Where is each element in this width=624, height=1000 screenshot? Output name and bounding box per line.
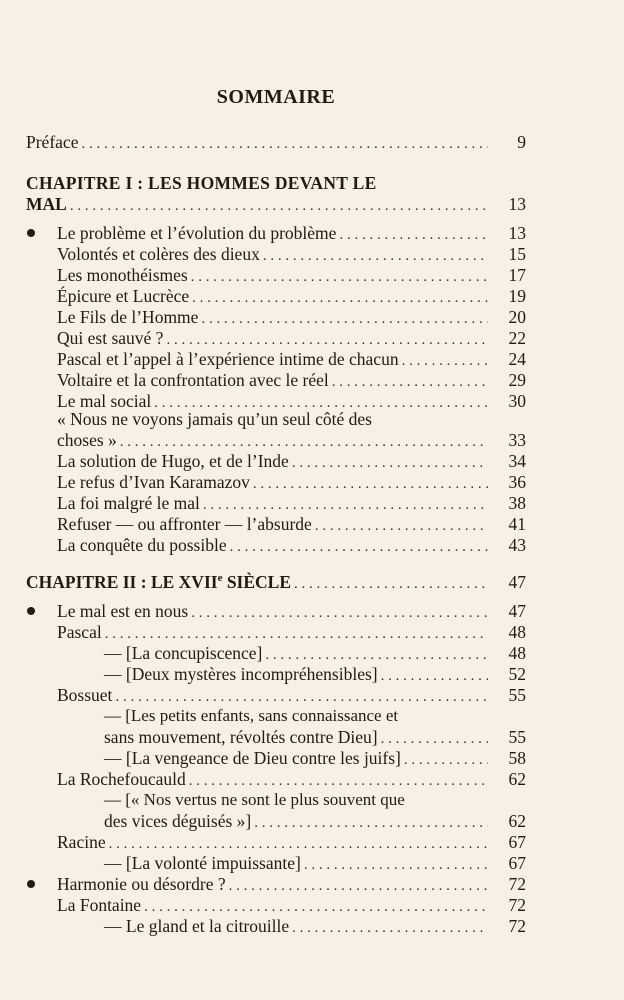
toc-entry-label: Le problème et l’évolution du problème <box>57 223 337 243</box>
toc-entry-label: sans mouvement, révoltés contre Dieu] <box>104 727 378 747</box>
toc-entry <box>57 513 526 535</box>
toc-entry-label: — [La vengeance de Dieu contre les juifs] <box>104 748 401 768</box>
toc-entry-label: des vices déguisés »] <box>104 811 252 831</box>
toc-entry-label: choses » <box>57 430 117 450</box>
toc-page-number: 67 <box>508 832 526 852</box>
toc-page-number: 55 <box>508 727 526 747</box>
leader-dots <box>70 195 488 217</box>
toc-entry-label: — [La concupiscence] <box>104 643 263 663</box>
toc-entry-label: Racine <box>57 832 106 852</box>
chapter-2-heading-superscript: e <box>217 572 223 585</box>
leader-dots <box>292 917 488 939</box>
toc-page-number: 47 <box>508 572 526 592</box>
toc-entry-label: Les monothéismes <box>57 265 188 285</box>
toc-entry <box>104 642 526 664</box>
toc-entry <box>57 306 526 328</box>
toc-page-number: 24 <box>508 349 526 369</box>
toc-entry <box>57 600 526 622</box>
bullet-icon <box>27 607 35 615</box>
toc-entry-label: MAL <box>26 194 67 214</box>
toc-entry-label: La Fontaine <box>57 895 142 915</box>
leader-dots <box>294 573 488 595</box>
toc-entry-label: La Rochefoucauld <box>57 769 186 789</box>
toc-page-number: 62 <box>508 811 526 831</box>
toc-entry <box>104 663 526 685</box>
chapter-2-heading-suffix: SIÈCLE <box>222 572 292 592</box>
leader-dots <box>81 133 488 155</box>
toc-entry <box>104 852 526 874</box>
toc-page-number: 38 <box>508 493 526 513</box>
toc-entry <box>57 327 526 349</box>
toc-entry <box>57 285 526 307</box>
toc-entry-label: Le mal est en nous <box>57 601 189 621</box>
leader-dots <box>230 536 488 558</box>
toc-page-number: 55 <box>508 685 526 705</box>
toc-entry <box>104 810 526 832</box>
toc-page-number: 43 <box>508 535 526 555</box>
bullet-icon <box>27 229 35 237</box>
toc-entry <box>104 747 526 769</box>
toc-entry <box>57 429 526 451</box>
toc-entry <box>57 894 526 916</box>
toc-entry <box>57 492 526 514</box>
toc-entry-label: Préface <box>26 132 79 152</box>
toc-entry-label <box>26 571 291 593</box>
toc-entry-label: Bossuet <box>57 685 113 705</box>
toc-entry <box>57 621 526 643</box>
toc-entry-label: Qui est sauvé ? <box>57 328 164 348</box>
toc-page-number: 62 <box>508 769 526 789</box>
toc-page-number: 13 <box>508 194 526 214</box>
toc-page-number: 47 <box>508 601 526 621</box>
toc-entry <box>57 768 526 790</box>
toc-entry <box>57 450 526 472</box>
toc-page-number: 29 <box>508 370 526 390</box>
toc-page-number: 48 <box>508 622 526 642</box>
toc-page-number: 22 <box>508 328 526 348</box>
page-title: SOMMAIRE <box>216 86 336 108</box>
toc-entry <box>57 264 526 286</box>
toc-page-number: 67 <box>508 853 526 873</box>
toc-entry <box>57 471 526 493</box>
chapter-2-heading-prefix: CHAPITRE II : LE XVII <box>26 572 218 592</box>
chapter-2-heading <box>26 571 526 593</box>
toc-entry <box>57 369 526 391</box>
toc-entry <box>57 831 526 853</box>
toc-page-number: 17 <box>508 265 526 285</box>
chapter-1-heading-line2 <box>26 193 526 215</box>
toc-entry-label-line1: — [« Nos vertus ne sont le plus souvent que <box>104 790 405 809</box>
toc-entry <box>104 726 526 748</box>
toc-page-number: 20 <box>508 307 526 327</box>
toc-page-number: 34 <box>508 451 526 471</box>
toc-page-number: 13 <box>508 223 526 243</box>
toc-page-number: 58 <box>508 748 526 768</box>
toc-entry-label-line1: « Nous ne voyons jamais qu’un seul côté des <box>57 409 372 429</box>
toc-entry-label: — [La volonté impuissante] <box>104 853 301 873</box>
toc-entry-label: Volontés et colères des dieux <box>57 244 260 264</box>
chapter-1-heading: CHAPITRE I : LES HOMMES DEVANT LE <box>26 173 377 193</box>
toc-entry-label-line1: — [Les petits enfants, sans connaissance et <box>104 706 399 725</box>
toc-page-number: 48 <box>508 643 526 663</box>
toc-entry <box>57 534 526 556</box>
toc-page-number: 36 <box>508 472 526 492</box>
toc-entry-label: La solution de Hugo, et de l’Inde <box>57 451 289 471</box>
toc-entry <box>57 222 526 244</box>
toc-page-number: 72 <box>508 895 526 915</box>
toc-page-number: 72 <box>508 916 526 936</box>
toc-entry-label: La foi malgré le mal <box>57 493 200 513</box>
toc-page-number: 15 <box>508 244 526 264</box>
toc-entry-label: Pascal et l’appel à l’expérience intime de chacun <box>57 349 399 369</box>
toc-page-number: 41 <box>508 514 526 534</box>
toc-entry-label: Harmonie ou désordre ? <box>57 874 226 894</box>
toc-entry-label: Voltaire et la confrontation avec le réel <box>57 370 329 390</box>
toc-page-number: 9 <box>517 132 526 152</box>
toc-entry-label: La conquête du possible <box>57 535 227 555</box>
toc-entry-label: Le mal social <box>57 391 152 411</box>
toc-page-number: 33 <box>508 430 526 450</box>
toc-entry-label: Refuser — ou affronter — l’absurde <box>57 514 312 534</box>
toc-page-number: 72 <box>508 874 526 894</box>
toc-entry <box>104 915 526 937</box>
toc-entry-label: Pascal <box>57 622 102 642</box>
toc-entry-label: — Le gland et la citrouille <box>104 916 290 936</box>
toc-entry <box>57 684 526 706</box>
toc-entry-label: — [Deux mystères incompréhensibles] <box>104 664 378 684</box>
toc-entry-preface <box>26 131 526 153</box>
toc-entry-label: Épicure et Lucrèce <box>57 286 190 306</box>
toc-entry <box>57 348 526 370</box>
toc-entry-label: Le Fils de l’Homme <box>57 307 199 327</box>
bullet-icon <box>27 880 35 888</box>
toc-page-number: 52 <box>508 664 526 684</box>
toc-entry <box>57 873 526 895</box>
toc-entry <box>57 243 526 265</box>
toc-page-number: 19 <box>508 286 526 306</box>
toc-entry-label: Le refus d’Ivan Karamazov <box>57 472 250 492</box>
toc-page-number: 30 <box>508 391 526 411</box>
